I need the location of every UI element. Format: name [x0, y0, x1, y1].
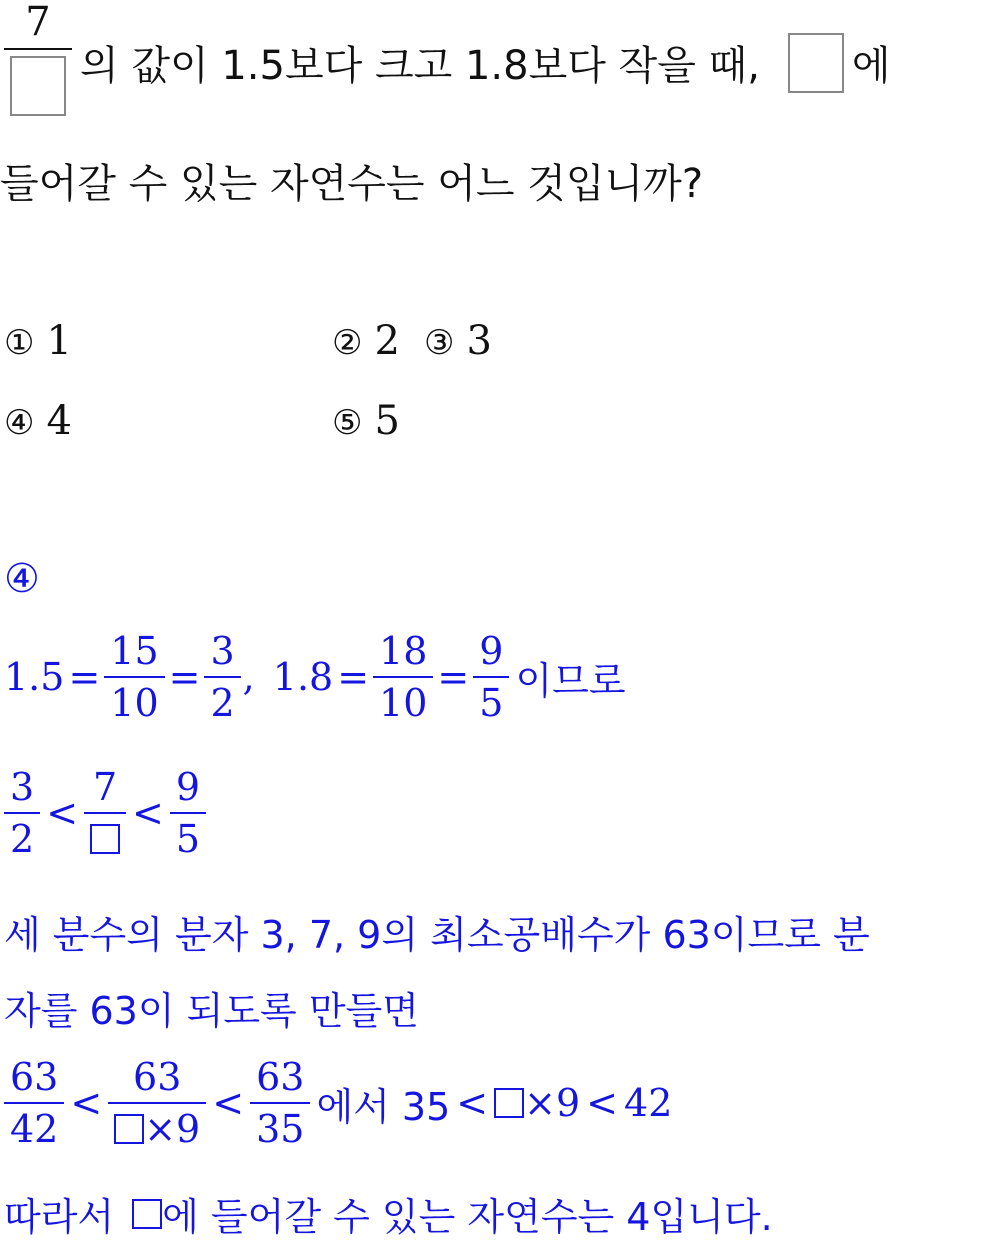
- numerator: 9: [479, 629, 504, 673]
- solution-inequality-1: [4, 765, 206, 861]
- denominator: 5: [479, 681, 504, 725]
- math-text: ×9: [524, 1081, 581, 1125]
- math-op: <: [586, 1081, 619, 1125]
- solution-final: [4, 1186, 773, 1241]
- question-text-1-end: 에: [851, 43, 891, 89]
- math-op: =: [168, 655, 201, 699]
- question-fraction-numerator: 7: [25, 0, 51, 45]
- solution-answer: ④: [4, 556, 40, 602]
- math-op: <: [132, 791, 164, 835]
- math-sep: ,: [242, 655, 255, 699]
- denominator: 10: [110, 681, 159, 725]
- choice-mark: ⑤: [332, 403, 363, 443]
- choice-5[interactable]: [332, 398, 400, 444]
- blank-square: [114, 1114, 144, 1144]
- math-op: <: [46, 791, 79, 835]
- math-tail: 이므로: [515, 658, 626, 703]
- numerator: 3: [10, 765, 35, 809]
- solution-text-1: 세 분수의 분자 3, 7, 9의 최소공배수가 63이므로 분: [4, 913, 870, 957]
- solution-equation-1: [4, 629, 626, 725]
- final-text-post: 에 들어갈 수 있는 자연수는 4입니다.: [162, 1195, 773, 1239]
- denominator: 2: [210, 681, 235, 725]
- fraction: [4, 1055, 64, 1151]
- choice-2[interactable]: [332, 318, 400, 364]
- math-op: =: [68, 655, 101, 699]
- numerator: 3: [210, 629, 235, 673]
- solution-text-2: 자를 63이 되도록 만들면: [4, 989, 419, 1033]
- denominator: 42: [10, 1107, 59, 1151]
- blank-box: [10, 56, 66, 116]
- fraction: [250, 1055, 310, 1151]
- denominator: [84, 814, 126, 858]
- choice-mark: ②: [332, 323, 363, 363]
- solution-inequality-2: [4, 1055, 673, 1151]
- fraction: [84, 765, 126, 858]
- blank-box: [788, 33, 844, 93]
- numerator: 63: [10, 1055, 59, 1099]
- question-fraction-denominator: [4, 50, 72, 123]
- numerator: 9: [175, 765, 201, 809]
- blank-square: [90, 824, 120, 854]
- blank-square: [132, 1199, 162, 1229]
- choice-value: 4: [46, 398, 72, 444]
- numerator: 7: [92, 765, 118, 809]
- fraction: [373, 629, 433, 725]
- math-op: <: [212, 1081, 245, 1125]
- question-line-2: 들어갈 수 있는 자연수는 어느 것입니까?: [0, 161, 704, 207]
- choice-1[interactable]: [4, 318, 72, 364]
- choice-value: 3: [466, 318, 492, 364]
- choice-value: 2: [374, 318, 400, 364]
- denominator: [108, 1104, 206, 1151]
- choice-value: 1: [46, 318, 72, 364]
- math-op: =: [437, 655, 470, 699]
- choice-3[interactable]: [424, 318, 492, 364]
- question-fraction: [4, 2, 72, 123]
- question-text-1: 의 값이 1.5보다 크고 1.8보다 작을 때,: [80, 43, 760, 89]
- denominator: 10: [379, 681, 428, 725]
- choice-4[interactable]: [4, 398, 72, 444]
- numerator: 63: [256, 1055, 305, 1099]
- question-line-1: [0, 2, 891, 123]
- final-text-pre: 따라서: [4, 1195, 115, 1239]
- math-text: 에서 35: [316, 1084, 451, 1129]
- denominator: 5: [175, 817, 201, 861]
- fraction: [104, 629, 164, 725]
- math-op: <: [70, 1081, 103, 1125]
- math-op: <: [456, 1081, 489, 1125]
- choice-value: 5: [374, 398, 400, 444]
- numerator: 63: [133, 1055, 182, 1099]
- fraction: [108, 1055, 206, 1151]
- fraction: [473, 629, 509, 725]
- numerator: 18: [379, 629, 428, 673]
- choice-mark: ③: [424, 323, 455, 363]
- fraction: [4, 765, 40, 861]
- denominator: 35: [256, 1107, 305, 1151]
- denominator: 2: [10, 817, 35, 861]
- numerator: 15: [110, 629, 159, 673]
- blank-square: [494, 1088, 524, 1118]
- choice-mark: ①: [4, 323, 35, 363]
- choice-mark: ④: [4, 403, 35, 443]
- math-text: 1.8: [272, 655, 334, 699]
- math-op: =: [337, 655, 370, 699]
- fraction: [170, 765, 206, 861]
- math-text: ×9: [144, 1107, 201, 1151]
- fraction: [204, 629, 240, 725]
- math-text: 1.5: [4, 655, 65, 699]
- math-text: 42: [624, 1081, 673, 1125]
